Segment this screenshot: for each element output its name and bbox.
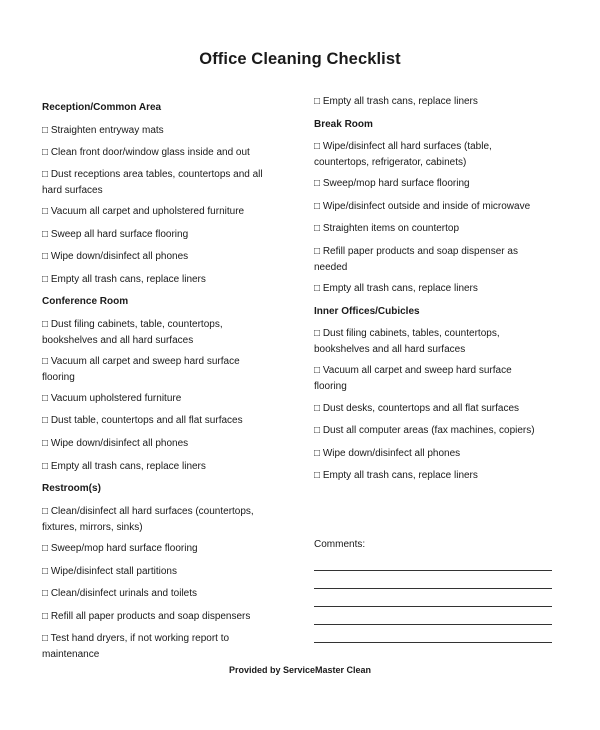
checkbox-icon[interactable]: □: [314, 328, 321, 339]
checklist-item-label: Test hand dryers, if not working report to maintenance: [42, 633, 230, 660]
checkbox-icon[interactable]: □: [314, 141, 321, 152]
comment-line[interactable]: [314, 624, 552, 625]
checklist-item[interactable]: [314, 363, 564, 394]
checklist-item-label: Vacuum all carpet and sweep hard surface flooring: [42, 356, 240, 383]
comment-line[interactable]: [314, 606, 552, 607]
checklist-item-label: Empty all trash cans, replace liners: [322, 283, 478, 294]
checkbox-icon[interactable]: □: [314, 470, 321, 481]
checkbox-icon[interactable]: □: [42, 438, 49, 449]
checklist-item-label: Wipe down/disinfect all phones: [322, 448, 461, 459]
checkbox-icon[interactable]: □: [314, 201, 321, 212]
page-title: Office Cleaning Checklist: [199, 50, 401, 68]
checklist-item-label: Wipe down/disinfect all phones: [50, 251, 189, 262]
checklist-item-label: Wipe/disinfect all hard surfaces (table, countertops, refrigerator, cabinets): [314, 141, 492, 168]
checkbox-icon[interactable]: □: [42, 274, 49, 285]
checklist-item[interactable]: [42, 391, 292, 407]
section-heading-inner-offices: Inner Offices/Cubicles: [314, 306, 420, 317]
checkbox-icon[interactable]: □: [314, 425, 321, 436]
checklist-item-label: Sweep/mop hard surface flooring: [322, 178, 470, 189]
checkbox-icon[interactable]: □: [314, 403, 321, 414]
checkbox-icon[interactable]: □: [42, 566, 49, 577]
checkbox-icon[interactable]: □: [42, 506, 49, 517]
checkbox-icon[interactable]: □: [42, 543, 49, 554]
comment-line[interactable]: [314, 642, 552, 643]
section-heading-restroom: Restroom(s): [42, 483, 101, 494]
checklist-item-label: Wipe/disinfect stall partitions: [50, 566, 177, 577]
checklist-item[interactable]: [314, 281, 564, 297]
checklist-item[interactable]: [42, 317, 292, 348]
checklist-item[interactable]: [314, 221, 564, 237]
checklist-item[interactable]: [42, 631, 292, 662]
checklist-item-label: Vacuum all carpet and sweep hard surface flooring: [314, 365, 512, 392]
checklist-item[interactable]: [42, 227, 292, 243]
checklist-item-label: Clean front door/window glass inside and out: [50, 147, 250, 158]
checklist-item-label: Empty all trash cans, replace liners: [322, 470, 478, 481]
checklist-item[interactable]: [42, 609, 292, 625]
checklist-item[interactable]: [314, 94, 564, 110]
checkbox-icon[interactable]: □: [314, 283, 321, 294]
checkbox-icon[interactable]: □: [42, 319, 49, 330]
checklist-item[interactable]: [42, 459, 292, 475]
checkbox-icon[interactable]: □: [314, 178, 321, 189]
footer-credit: Provided by ServiceMaster Clean: [228, 665, 372, 675]
checkbox-icon[interactable]: □: [42, 611, 49, 622]
checkbox-icon[interactable]: □: [42, 461, 49, 472]
checklist-item-label: Sweep all hard surface flooring: [50, 229, 189, 240]
checklist-item-label: Clean/disinfect all hard surfaces (countertops, fixtures, mirrors, sinks): [42, 506, 254, 533]
checklist-item-label: Empty all trash cans, replace liners: [50, 274, 206, 285]
checkbox-icon[interactable]: □: [314, 96, 321, 107]
checklist-item-label: Dust desks, countertops and all flat surfaces: [322, 403, 520, 414]
checklist-item[interactable]: [314, 401, 564, 417]
checklist-item[interactable]: [314, 446, 564, 462]
checkbox-icon[interactable]: □: [42, 206, 49, 217]
checklist-item-label: Straighten entryway mats: [50, 125, 164, 136]
checklist-item-label: Dust table, countertops and all flat surfaces: [50, 415, 243, 426]
checklist-item-label: Wipe/disinfect outside and inside of microwave: [322, 201, 531, 212]
checklist-item-label: Wipe down/disinfect all phones: [50, 438, 189, 449]
checklist-item[interactable]: [314, 199, 564, 215]
comment-line[interactable]: [314, 588, 552, 589]
checklist-item-label: Dust filing cabinets, tables, countertops, bookshelves and all hard surfaces: [314, 328, 500, 355]
checklist-item[interactable]: [42, 272, 292, 288]
checklist-item-label: Vacuum all carpet and upholstered furniture: [50, 206, 245, 217]
checklist-item-label: Sweep/mop hard surface flooring: [50, 543, 198, 554]
checklist-item[interactable]: [314, 423, 564, 439]
checkbox-icon[interactable]: □: [314, 448, 321, 459]
checkbox-icon[interactable]: □: [314, 223, 321, 234]
checklist-item[interactable]: [42, 354, 292, 385]
checkbox-icon[interactable]: □: [42, 633, 49, 644]
checklist-item[interactable]: [42, 249, 292, 265]
checklist-item-label: Dust receptions area tables, countertops and all hard surfaces: [42, 169, 263, 196]
checkbox-icon[interactable]: □: [42, 356, 49, 367]
checkbox-icon[interactable]: □: [42, 125, 49, 136]
checklist-item[interactable]: [314, 139, 564, 170]
comments-label: Comments:: [314, 539, 366, 550]
section-heading-conference: Conference Room: [42, 296, 129, 307]
checklist-item[interactable]: [314, 326, 564, 357]
checkbox-icon[interactable]: □: [314, 365, 321, 376]
checklist-item-label: Straighten items on countertop: [322, 223, 460, 234]
checkbox-icon[interactable]: □: [42, 251, 49, 262]
checklist-item-label: Empty all trash cans, replace liners: [322, 96, 478, 107]
checklist-item[interactable]: [314, 176, 564, 192]
checklist-item[interactable]: [314, 468, 564, 484]
checkbox-icon[interactable]: □: [314, 246, 321, 257]
checklist-item[interactable]: [42, 123, 292, 139]
checklist-item-label: Refill all paper products and soap dispensers: [50, 611, 251, 622]
checklist-item-label: Clean/disinfect urinals and toilets: [50, 588, 198, 599]
checklist-item[interactable]: [314, 244, 564, 275]
checkbox-icon[interactable]: □: [42, 588, 49, 599]
checklist-item-label: Vacuum upholstered furniture: [50, 393, 182, 404]
checklist-item[interactable]: [42, 436, 292, 452]
checklist-item-label: Dust filing cabinets, table, countertops, bookshelves and all hard surfaces: [42, 319, 223, 346]
checklist-item[interactable]: [42, 541, 292, 557]
checkbox-icon[interactable]: □: [42, 415, 49, 426]
comment-line[interactable]: [314, 570, 552, 571]
section-heading-break-room: Break Room: [314, 119, 373, 130]
checklist-item-label: Dust all computer areas (fax machines, copiers): [322, 425, 535, 436]
checklist-item[interactable]: [42, 504, 292, 535]
checklist-item-label: Refill paper products and soap dispenser as needed: [314, 246, 518, 273]
section-heading-reception: Reception/Common Area: [42, 102, 162, 113]
checklist-item[interactable]: [42, 167, 292, 198]
checklist-item[interactable]: [42, 204, 292, 220]
checklist-item-label: Empty all trash cans, replace liners: [50, 461, 206, 472]
checklist-item[interactable]: [42, 145, 292, 161]
checkbox-icon[interactable]: □: [42, 169, 49, 180]
checkbox-icon[interactable]: □: [42, 147, 49, 158]
checkbox-icon[interactable]: □: [42, 393, 49, 404]
checklist-item[interactable]: [42, 413, 292, 429]
checklist-item[interactable]: [42, 564, 292, 580]
checkbox-icon[interactable]: □: [42, 229, 49, 240]
checklist-item[interactable]: [42, 586, 292, 602]
